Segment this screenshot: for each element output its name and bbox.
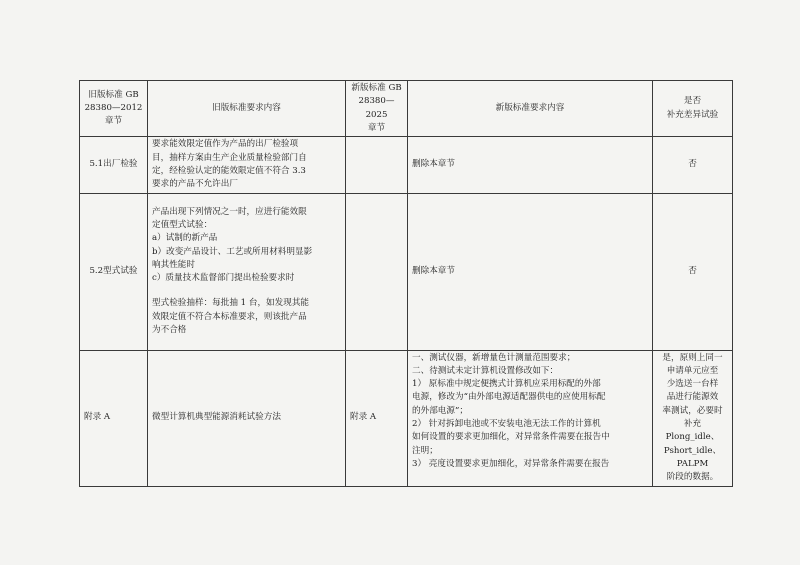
header-old-requirement: 旧版标准要求内容 bbox=[148, 81, 346, 137]
table-row bbox=[80, 137, 733, 193]
header-new-requirement: 新版标准要求内容 bbox=[408, 81, 653, 137]
header-old-section: 旧版标准 GB 28380—2012 章节 bbox=[80, 81, 148, 137]
old-requirement-cell: 要求能效限定值作为产品的出厂检验项 目，抽样方案由生产企业质量检验部门自 定，经检验认定的能效限定值不符合 3.3 要求的产品不允许出厂 bbox=[148, 137, 346, 193]
new-requirement-cell: 一、测试仪器，新增量色计测量范围要求； 二、待测试未定计算机设置修改如下： 1） 原标准中规定便携式计算机应采用标配的外部 电源，修改为“由外部电源适配器供电的应使用标配 的外部电源”； 2） 针对拆卸电池或不安装电池无法工作的计算机 如何设置的要求更加细化，对异常条件需要在报告中 注明； 3） 亮度设置要求更加细化，对异常条件需要在报告 bbox=[408, 350, 653, 486]
new-section-cell bbox=[346, 193, 408, 350]
supplement-cell: 否 bbox=[653, 137, 733, 193]
supplement-cell: 是，原则上同一 申请单元应至 少选送一台样 品进行能源效 率测试，必要时 补充 Plong_idle、 Pshort_idle、PALPM 阶段的数据。 bbox=[653, 350, 733, 486]
old-section-cell: 5.2型式试验 bbox=[80, 193, 148, 350]
table-row bbox=[80, 350, 733, 486]
new-requirement-cell: 删除本章节 bbox=[408, 137, 653, 193]
table-header-row bbox=[80, 81, 733, 137]
new-requirement-cell: 删除本章节 bbox=[408, 193, 653, 350]
old-requirement-cell: 微型计算机典型能源消耗试验方法 bbox=[148, 350, 346, 486]
comparison-table bbox=[79, 80, 733, 487]
new-section-cell: 附录 A bbox=[346, 350, 408, 486]
supplement-cell: 否 bbox=[653, 193, 733, 350]
old-section-cell: 附录 A bbox=[80, 350, 148, 486]
table-row bbox=[80, 193, 733, 350]
old-section-cell: 5.1出厂检验 bbox=[80, 137, 148, 193]
new-section-cell bbox=[346, 137, 408, 193]
header-supplement: 是否 补充差异试验 bbox=[653, 81, 733, 137]
old-requirement-cell: 产品出现下列情况之一时，应进行能效限 定值型式试验： a）试制的新产品 b）改变产品设计、工艺或所用材料明显影 响其性能时 c）质量技术监督部门提出检验要求时 型式检验抽样：每批抽 1 台，如发现其能 效限定值不符合本标准要求，则该批产品 为不合格 bbox=[148, 193, 346, 350]
header-new-section: 新版标准 GB 28380—2025 章节 bbox=[346, 81, 408, 137]
